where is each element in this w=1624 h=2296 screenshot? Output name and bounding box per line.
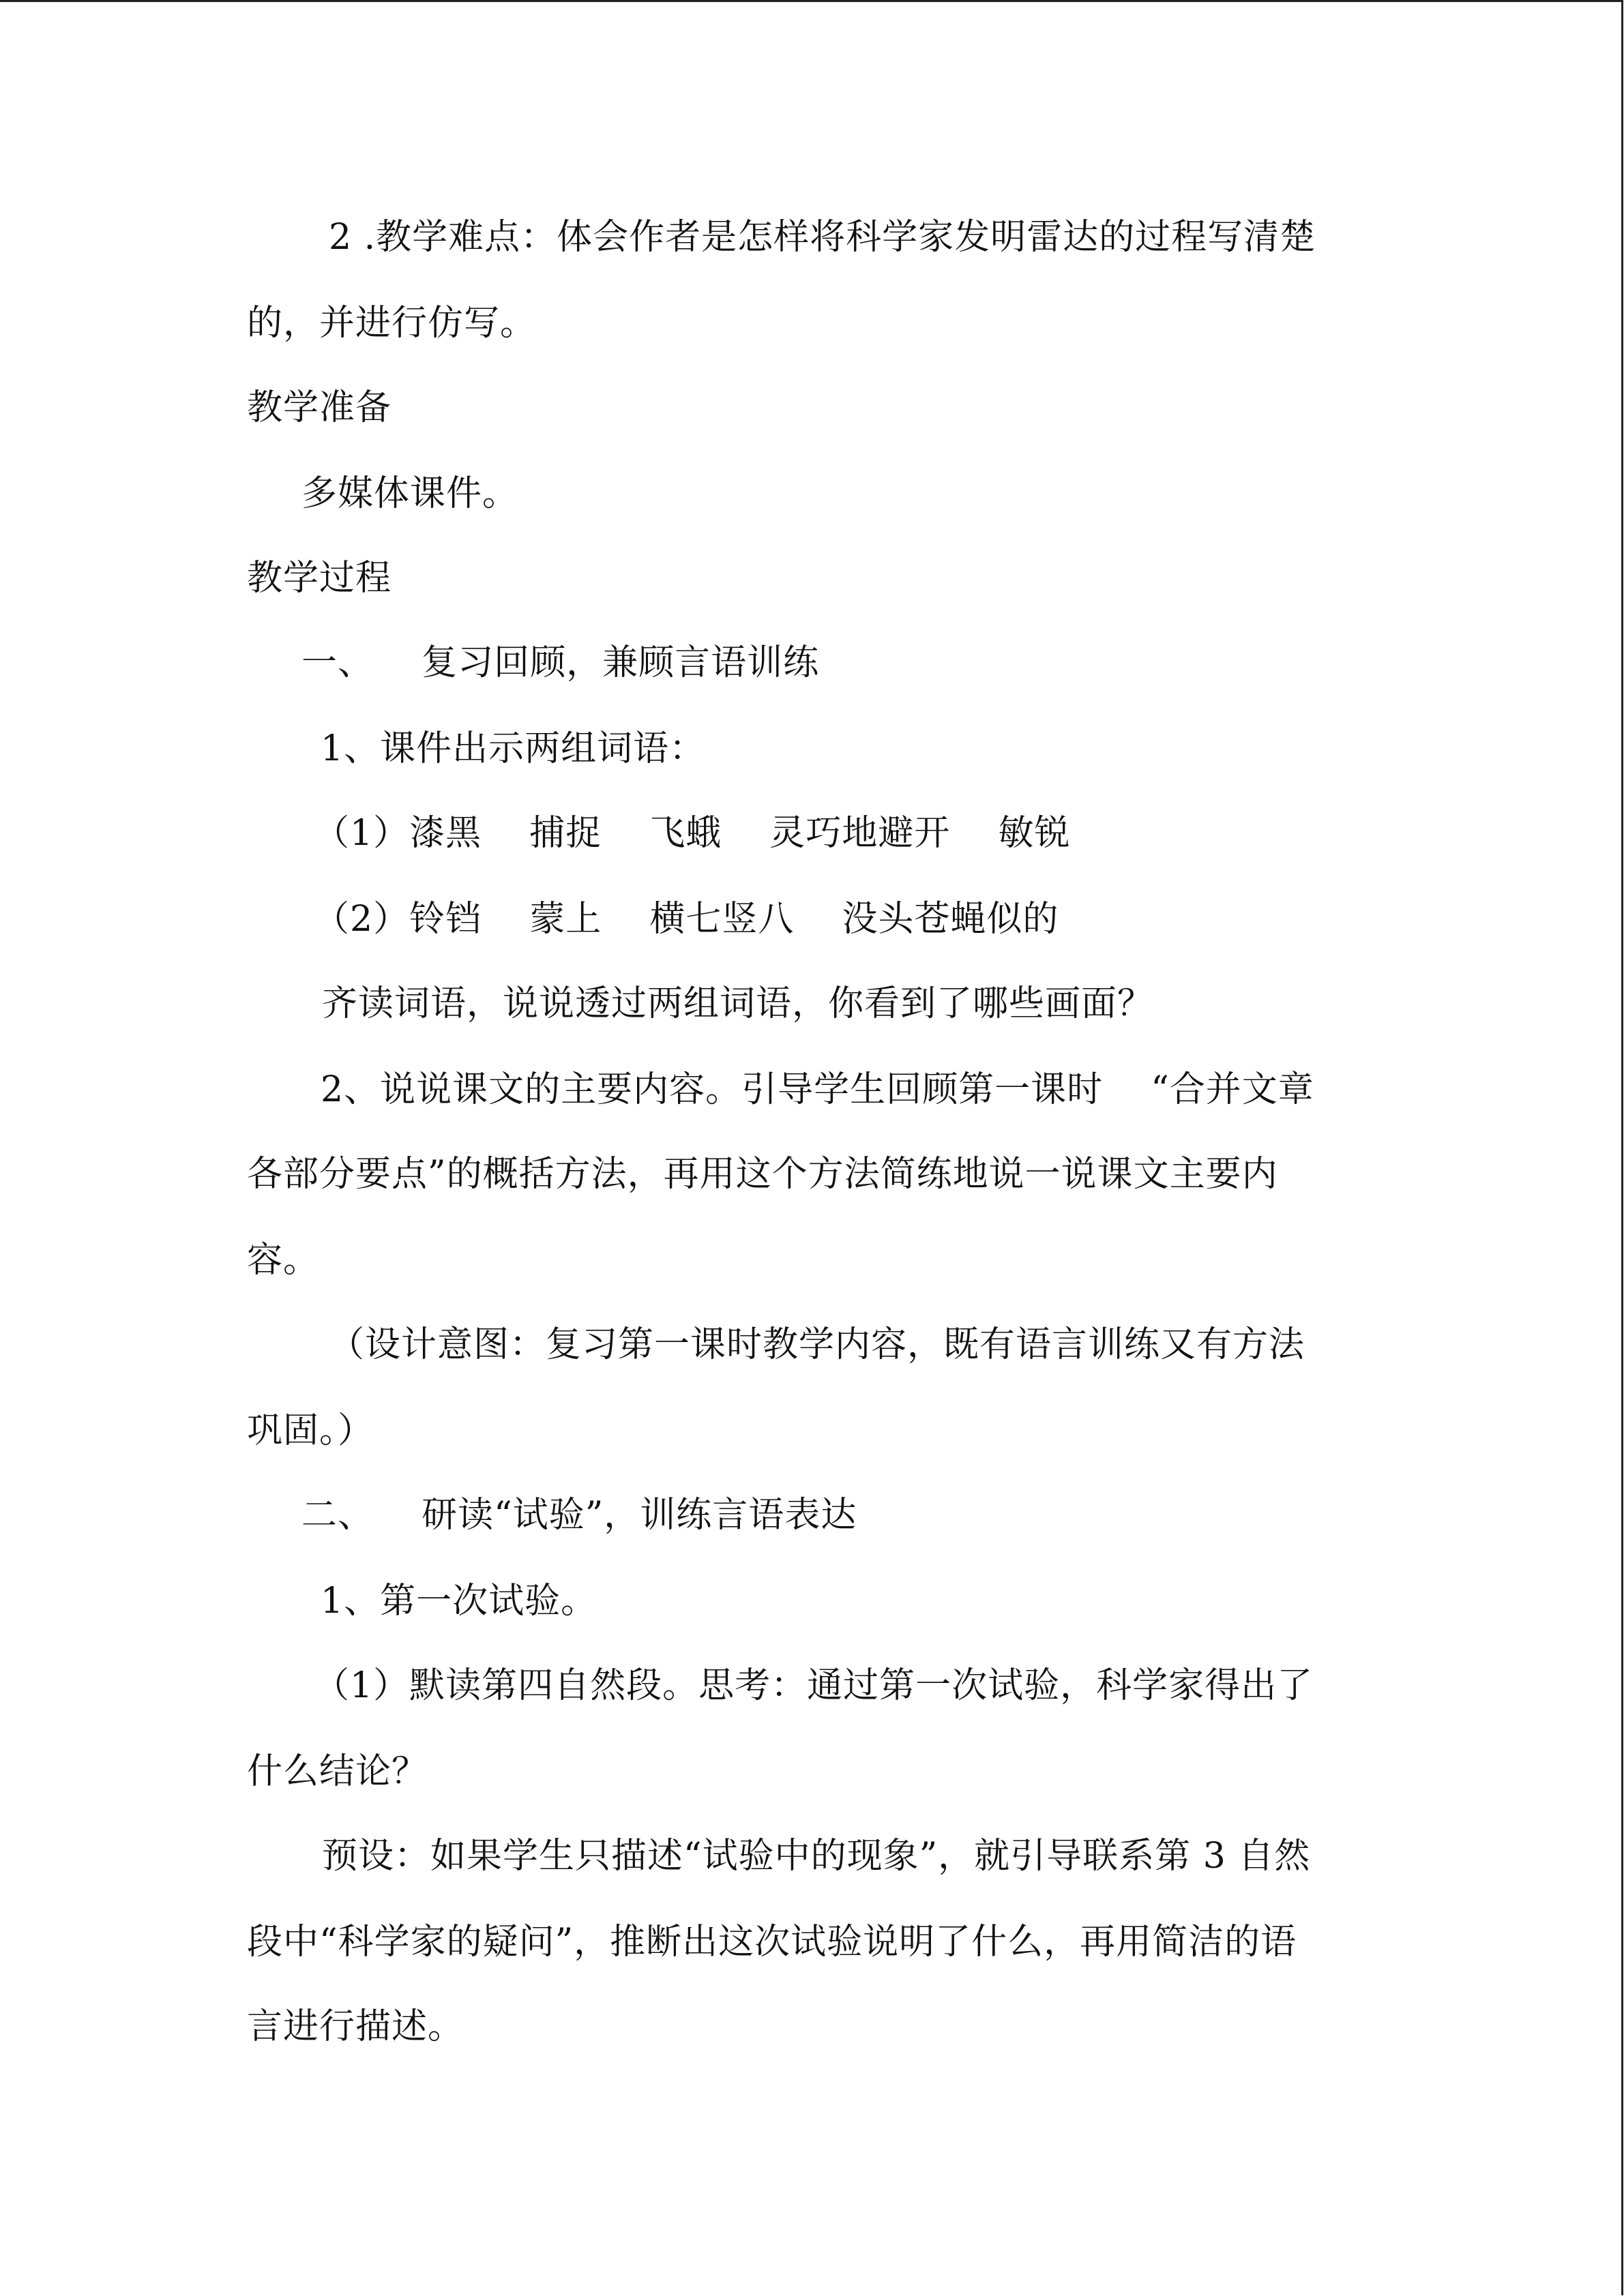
word-group: （1）漆黑 捕捉 飞蛾 灵巧地避开 敏锐 xyxy=(314,813,1071,854)
paragraph-line: （1）默读第四自然段。思考：通过第一次试验，科学家得出了 xyxy=(314,1665,1314,1706)
list-heading: 一、 复习回顾，兼顾言语训练 xyxy=(301,642,820,683)
section-heading: 教学过程 xyxy=(247,558,392,599)
paragraph-line: 言进行描述。 xyxy=(247,2006,464,2047)
paragraph-line: 段中“科学家的疑问”，推断出这次试验说明了什么，再用简洁的语 xyxy=(247,1922,1297,1963)
paragraph-line: 多媒体课件。 xyxy=(301,473,519,514)
word-group: （2）铃铛 蒙上 横七竖八 没头苍蝇似的 xyxy=(314,899,1059,940)
paragraph-line: 2 .教学难点：体会作者是怎样将科学家发明雷达的过程写清楚 xyxy=(329,217,1316,258)
paragraph-line: 齐读词语，说说透过两组词语，你看到了哪些画面？ xyxy=(322,983,1154,1024)
paragraph-line: 1、第一次试验。 xyxy=(321,1581,597,1622)
paragraph-line: 的，并进行仿写。 xyxy=(247,303,537,344)
paragraph-line: 1、课件出示两组词语： xyxy=(321,728,706,769)
paragraph-line: 预设：如果学生只描述“试验中的现象”，就引导联系第 3 自然 xyxy=(322,1836,1311,1877)
paragraph-line: 2、说说课文的主要内容。引导学生回顾第一课时 “合并文章 xyxy=(321,1069,1314,1110)
paragraph-line: 容。 xyxy=(247,1240,320,1281)
paragraph-line: 什么结论？ xyxy=(247,1751,428,1792)
design-note: 巩固。） xyxy=(247,1410,374,1451)
list-heading: 二、 研读“试验”，训练言语表达 xyxy=(301,1495,857,1536)
design-note: （设计意图：复习第一课时教学内容，既有语言训练又有方法 xyxy=(329,1324,1305,1365)
section-heading: 教学准备 xyxy=(247,387,392,428)
paragraph-line: 各部分要点”的概括方法，再用这个方法简练地说一说课文主要内 xyxy=(247,1154,1278,1195)
